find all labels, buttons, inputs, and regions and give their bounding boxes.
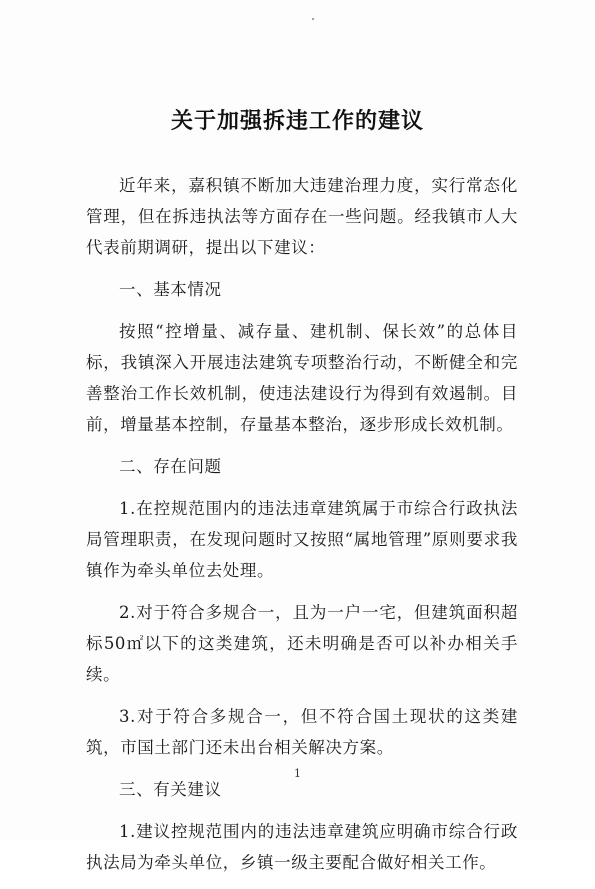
basic-situation-paragraph: 按照“控增量、减存量、建机制、保长效”的总体目标，我镇深入开展违法建筑专项整治行动，不断健全和完善整治工作长效机制，使违法建设行为得到有效遏制。目前，增量基本控制，存量基本整治，逐步形成长效机制。 [86,322,518,434]
scan-speck [312,18,314,20]
problem-item-2: 2.对于符合多规合一，且为一户一宅，但建筑面积超标50㎡以下的这类建筑，还未明确是否可以补办相关手续。 [86,603,518,684]
document-title: 关于加强拆违工作的建议 [170,109,424,134]
section-heading-suggestions: 三、有关建议 [119,780,222,799]
section-heading-basic-situation: 一、基本情况 [119,280,222,299]
suggestion-item-1: 1.建议控规范围内的违法违章建筑应明确市综合行政执法局为牵头单位，乡镇一级主要配合做好相关工作。 [86,822,518,872]
problem-item-3: 3.对于符合多规合一，但不符合国土现状的这类建筑，市国土部门还未出台相关解决方案。 [86,707,518,757]
problem-item-1: 1.在控规范围内的违法违章建筑属于市综合行政执法局管理职责，在发现问题时又按照“属地管理”原则要求我镇作为牵头单位去处理。 [86,499,518,580]
page-number: 1 [294,767,301,780]
document-body [86,170,518,889]
intro-paragraph: 近年来，嘉积镇不断加大违建治理力度，实行常态化管理，但在拆违执法等方面存在一些问题。经我镇市人大代表前期调研，提出以下建议： [86,176,518,257]
section-heading-problems: 二、存在问题 [119,457,222,476]
